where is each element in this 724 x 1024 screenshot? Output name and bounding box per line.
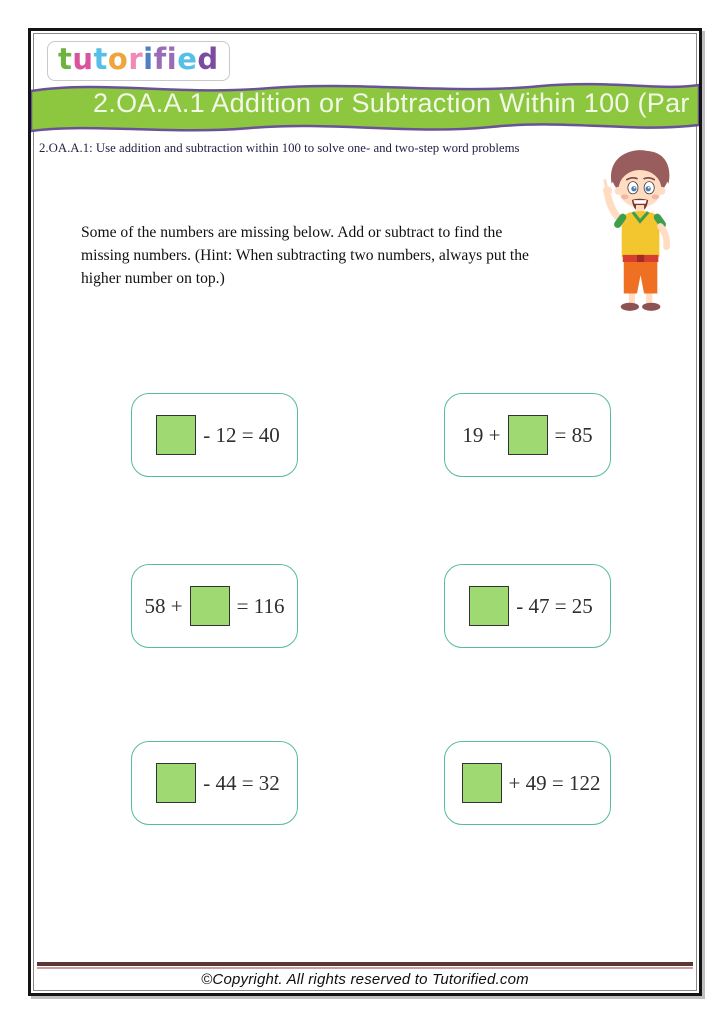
title-banner xyxy=(31,75,699,137)
problem-prefix: 19 + xyxy=(462,422,501,447)
problem-box-5 xyxy=(131,741,298,825)
copyright-text: ©Copyright. All rights reserved to Tutorified.com xyxy=(201,971,529,988)
problem-suffix: + 49 = 122 xyxy=(508,770,601,795)
answer-blank-square xyxy=(462,763,502,803)
worksheet-page xyxy=(28,28,702,996)
standard-description: 2.OA.A.1: Use addition and subtraction within 100 to solve one- and two-step word problems xyxy=(39,141,520,155)
problem-suffix: - 12 = 40 xyxy=(203,422,280,447)
problem-box-1 xyxy=(131,393,298,477)
answer-blank-square xyxy=(156,415,196,455)
answer-blank-square xyxy=(469,586,509,626)
footer-divider xyxy=(37,962,693,969)
boy-illustration xyxy=(587,143,689,321)
answer-blank-square xyxy=(190,586,230,626)
problem-box-3 xyxy=(131,564,298,648)
problem-suffix: = 85 xyxy=(554,422,593,447)
problem-box-2 xyxy=(444,393,611,477)
answer-blank-square xyxy=(508,415,548,455)
problem-suffix: - 47 = 25 xyxy=(516,593,593,618)
problem-prefix: 58 + xyxy=(144,593,183,618)
problem-box-6 xyxy=(444,741,611,825)
logo-text: tutorified xyxy=(58,42,219,76)
instructions-text: Some of the numbers are missing below. Add or subtract to find the missing numbers. (Hint: When subtracting two numbers, always put the higher number on top.) xyxy=(81,224,529,288)
problem-suffix: = 116 xyxy=(236,593,285,618)
problem-box-4 xyxy=(444,564,611,648)
problem-suffix: - 44 = 32 xyxy=(203,770,280,795)
answer-blank-square xyxy=(156,763,196,803)
page-title: 2.OA.A.1 Addition or Subtraction Within 100 (Par xyxy=(93,88,690,118)
